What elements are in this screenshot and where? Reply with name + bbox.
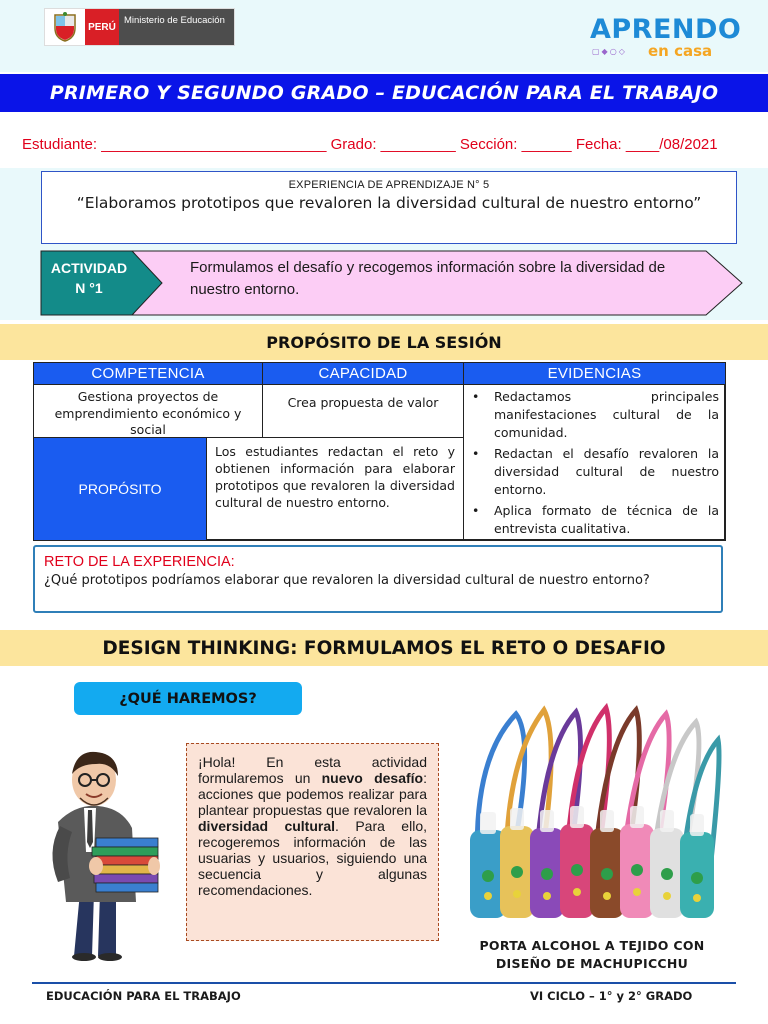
experience-title: “Elaboramos prototipos que revaloren la diversidad cultural de nuestro entorno” (76, 194, 702, 212)
header-competencia: COMPETENCIA (33, 362, 263, 385)
logo-dots-icon: ▢◆○◇ (592, 47, 627, 56)
experience-label: EXPERIENCIA DE APRENDIZAJE N° 5 (288, 179, 490, 191)
ministry-label: Ministerio de Educación (119, 9, 234, 45)
photo-caption-line1: PORTA ALCOHOL A TEJIDO CON (479, 938, 705, 953)
que-haremos-button: ¿QUÉ HAREMOS? (74, 682, 302, 715)
list-item: • Redactan el desafío revaloren la diversidad cultural de nuestro entorno. (472, 446, 719, 497)
competency-table (33, 362, 725, 540)
footer-divider (32, 982, 736, 984)
section-design-heading: DESIGN THINKING: FORMULAMOS EL RETO O DESAFIO (0, 630, 768, 666)
activity-label-line2: N °1 (75, 280, 103, 296)
activity-label (44, 258, 134, 298)
reto-text: ¿Qué prototipos podríamos elaborar que revaloren la diversidad cultural de nuestro entorno? (44, 573, 650, 588)
header-capacidad: CAPACIDAD (262, 362, 464, 385)
note-text-2: : acciones que podemos realizar para plantear propuestas que revaloren la (198, 770, 427, 818)
evidencias-list (464, 385, 725, 538)
list-item: • Redactamos principales manifestaciones cultural de la comunidad. (472, 389, 719, 440)
header-evidencias: EVIDENCIAS (463, 362, 726, 385)
section-purpose-heading: PROPÓSITO DE LA SESIÓN (0, 324, 768, 360)
capacidad-cell: Crea propuesta de valor (262, 384, 464, 438)
proposito-label: PROPÓSITO (33, 437, 207, 541)
teacher-avatar-icon (36, 742, 166, 962)
peru-label: PERÚ (85, 9, 119, 45)
page-title: PRIMERO Y SEGUNDO GRADO – EDUCACIÓN PARA EL TRABAJO (0, 74, 768, 112)
proposito-text: Los estudiantes redactan el reto y obtienen información para elaborar prototipos que revaloren la diversidad cultural de nuestro entorno. (206, 437, 464, 541)
intro-note (186, 743, 439, 941)
evidencias-cell (463, 384, 726, 541)
reto-box (33, 545, 723, 613)
en-casa-logo: en casa (648, 42, 713, 60)
note-text-3: . Para ello, recogeremos información de las usuarias y usuarios, siguiendo una secuencia y algunas recomendaciones. (198, 818, 427, 898)
coat-of-arms-icon (45, 9, 85, 45)
competencia-cell: Gestiona proyectos de emprendimiento económico y social (33, 384, 263, 438)
photo-caption-line2: DISEÑO DE MACHUPICCHU (495, 956, 689, 971)
footer-grade: VI CICLO – 1° y 2° GRADO (530, 989, 693, 1003)
activity-text: Formulamos el desafío y recogemos información sobre la diversidad de nuestro entorno. (190, 259, 666, 298)
note-bold-2: diversidad cultural (198, 818, 336, 834)
list-item: • Aplica formato de técnica de la entrevista cualitativa. (472, 503, 719, 536)
knitted-holders-photo (456, 700, 726, 938)
experience-box (41, 171, 737, 244)
note-bold-1: nuevo desafío (321, 770, 424, 786)
photo-caption (452, 937, 732, 973)
note-text-1: ¡Hola! En esta actividad formularemos un (198, 754, 427, 786)
student-info-line: Estudiante: ___________________________ Grado: _________ Sección: ______ Fecha: ____/08/2021 (22, 136, 718, 153)
footer-subject: EDUCACIÓN PARA EL TRABAJO (46, 989, 241, 1003)
activity-label-line1: ACTIVIDAD (50, 260, 128, 276)
aprendo-logo: APRENDO (590, 14, 742, 45)
ministry-logo (44, 8, 235, 46)
reto-title: RETO DE LA EXPERIENCIA: (44, 554, 235, 570)
